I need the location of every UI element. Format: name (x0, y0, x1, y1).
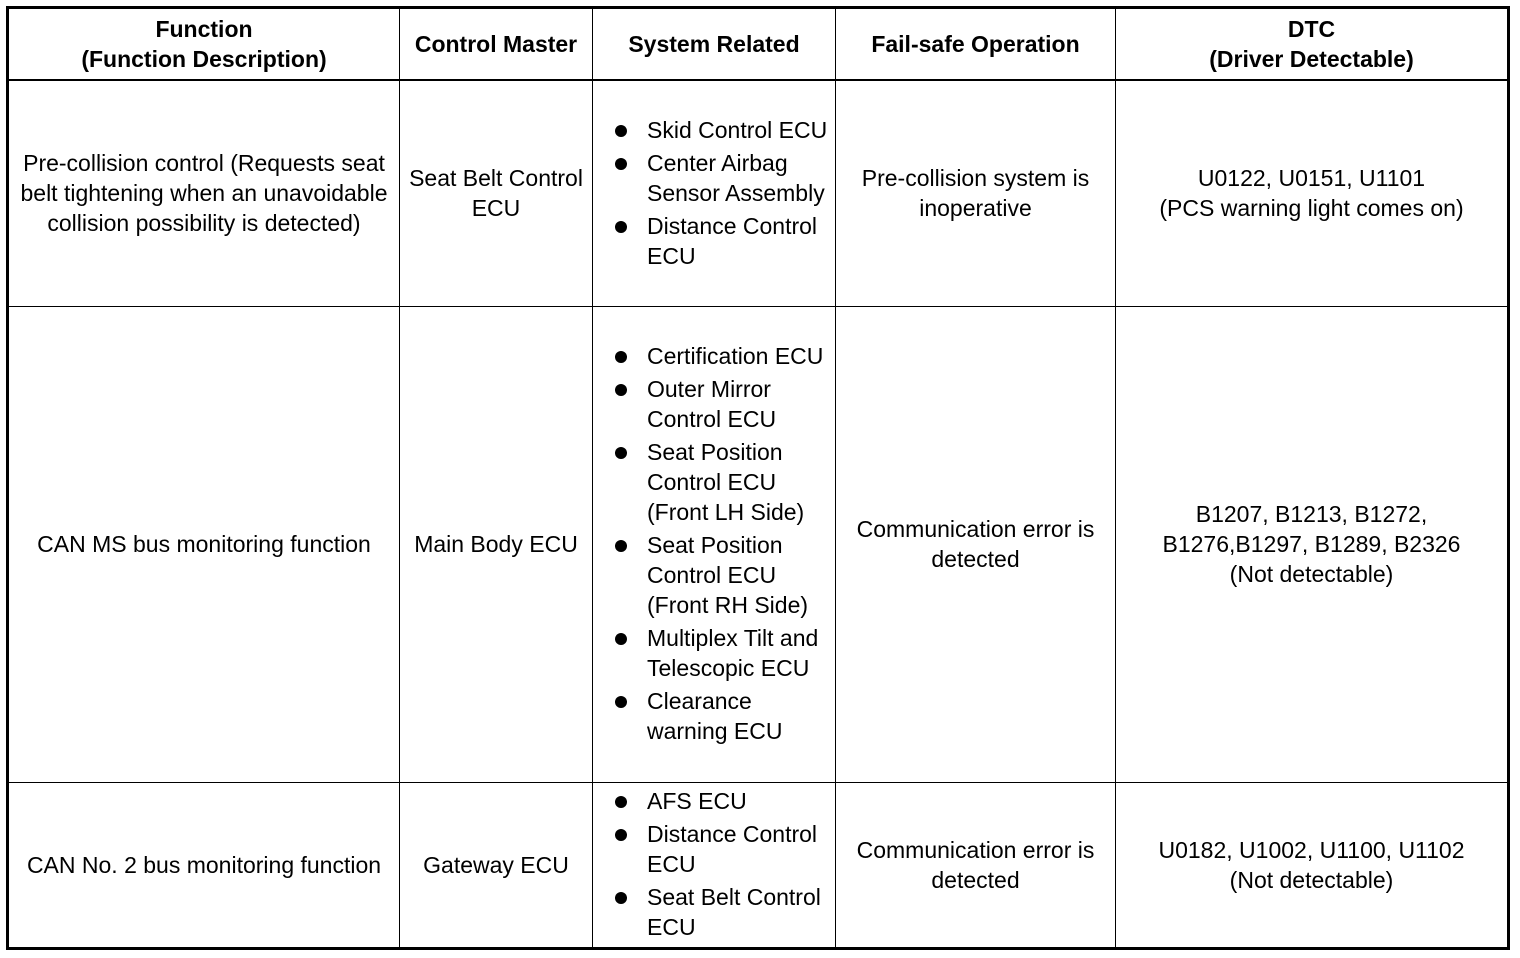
list-item-label: Certification ECU (647, 343, 824, 370)
function-cell: Pre-collision control (Requests seat belt tightening when an unavoidable collision possibility is detected) (8, 80, 400, 306)
bullet-icon (615, 447, 627, 459)
bullet-icon (615, 892, 627, 904)
list-item (613, 437, 829, 527)
list-item-label: Center Airbag Sensor Assembly (647, 149, 825, 206)
bullet-icon (615, 633, 627, 645)
system-related-list (613, 115, 829, 271)
bullet-icon (615, 384, 627, 396)
list-item-label: AFS ECU (647, 788, 747, 815)
bullet-icon (615, 351, 627, 363)
list-item-label: Outer Mirror Control ECU (647, 376, 777, 433)
header-control-master: Control Master (400, 8, 593, 81)
dtc-codes: U0122, U0151, U1101 (1197, 165, 1426, 192)
system-related-list (613, 341, 829, 746)
bullet-icon (615, 540, 627, 552)
bullet-icon (615, 221, 627, 233)
list-item (613, 341, 829, 371)
list-item-label: Multiplex Tilt and Telescopic ECU (647, 625, 819, 682)
list-item-label: Clearance warning ECU (647, 688, 783, 745)
table-row (8, 782, 1509, 948)
list-item (613, 211, 829, 271)
dtc-cell (1116, 782, 1509, 948)
list-item (613, 623, 829, 683)
list-item (613, 686, 829, 746)
list-item-label: Seat Belt Control ECU (647, 884, 821, 941)
dtc-codes: U0182, U1002, U1100, U1102 (1158, 836, 1465, 863)
bullet-icon (615, 696, 627, 708)
list-item (613, 374, 829, 434)
fail-safe-cell: Pre-collision system is inoperative (836, 80, 1116, 306)
bullet-icon (615, 158, 627, 170)
list-item-label: Distance Control ECU (647, 212, 818, 269)
function-cell: CAN MS bus monitoring function (8, 306, 400, 782)
system-related-cell (593, 782, 836, 948)
list-item-label: Seat Position Control ECU (Front LH Side) (647, 439, 805, 526)
function-cell: CAN No. 2 bus monitoring function (8, 782, 400, 948)
dtc-cell (1116, 80, 1509, 306)
list-item (613, 786, 829, 816)
function-table (6, 6, 1510, 950)
dtc-note: (Not detectable) (1229, 866, 1394, 893)
system-related-cell (593, 306, 836, 782)
table-row (8, 306, 1509, 782)
list-item (613, 530, 829, 620)
dtc-cell (1116, 306, 1509, 782)
system-related-cell (593, 80, 836, 306)
list-item (613, 882, 829, 942)
dtc-note: (PCS warning light comes on) (1159, 195, 1464, 222)
control-master-cell: Seat Belt Control ECU (400, 80, 593, 306)
control-master-cell: Main Body ECU (400, 306, 593, 782)
header-system-related: System Related (593, 8, 836, 81)
dtc-note: (Not detectable) (1229, 561, 1394, 588)
dtc-codes: B1207, B1213, B1272, B1276,B1297, B1289, B2326 (1162, 501, 1461, 558)
system-related-list (613, 786, 829, 942)
header-dtc: DTC (Driver Detectable) (1116, 8, 1509, 81)
fail-safe-cell: Communication error is detected (836, 306, 1116, 782)
fail-safe-cell: Communication error is detected (836, 782, 1116, 948)
list-item-label: Skid Control ECU (647, 116, 828, 143)
list-item (613, 148, 829, 208)
list-item-label: Seat Position Control ECU (Front RH Side) (647, 532, 809, 619)
list-item-label: Distance Control ECU (647, 821, 818, 878)
header-function: Function (Function Description) (8, 8, 400, 81)
bullet-icon (615, 125, 627, 137)
list-item (613, 115, 829, 145)
bullet-icon (615, 796, 627, 808)
table-row (8, 80, 1509, 306)
control-master-cell: Gateway ECU (400, 782, 593, 948)
header-fail-safe: Fail-safe Operation (836, 8, 1116, 81)
list-item (613, 819, 829, 879)
bullet-icon (615, 829, 627, 841)
header-row (8, 8, 1509, 81)
